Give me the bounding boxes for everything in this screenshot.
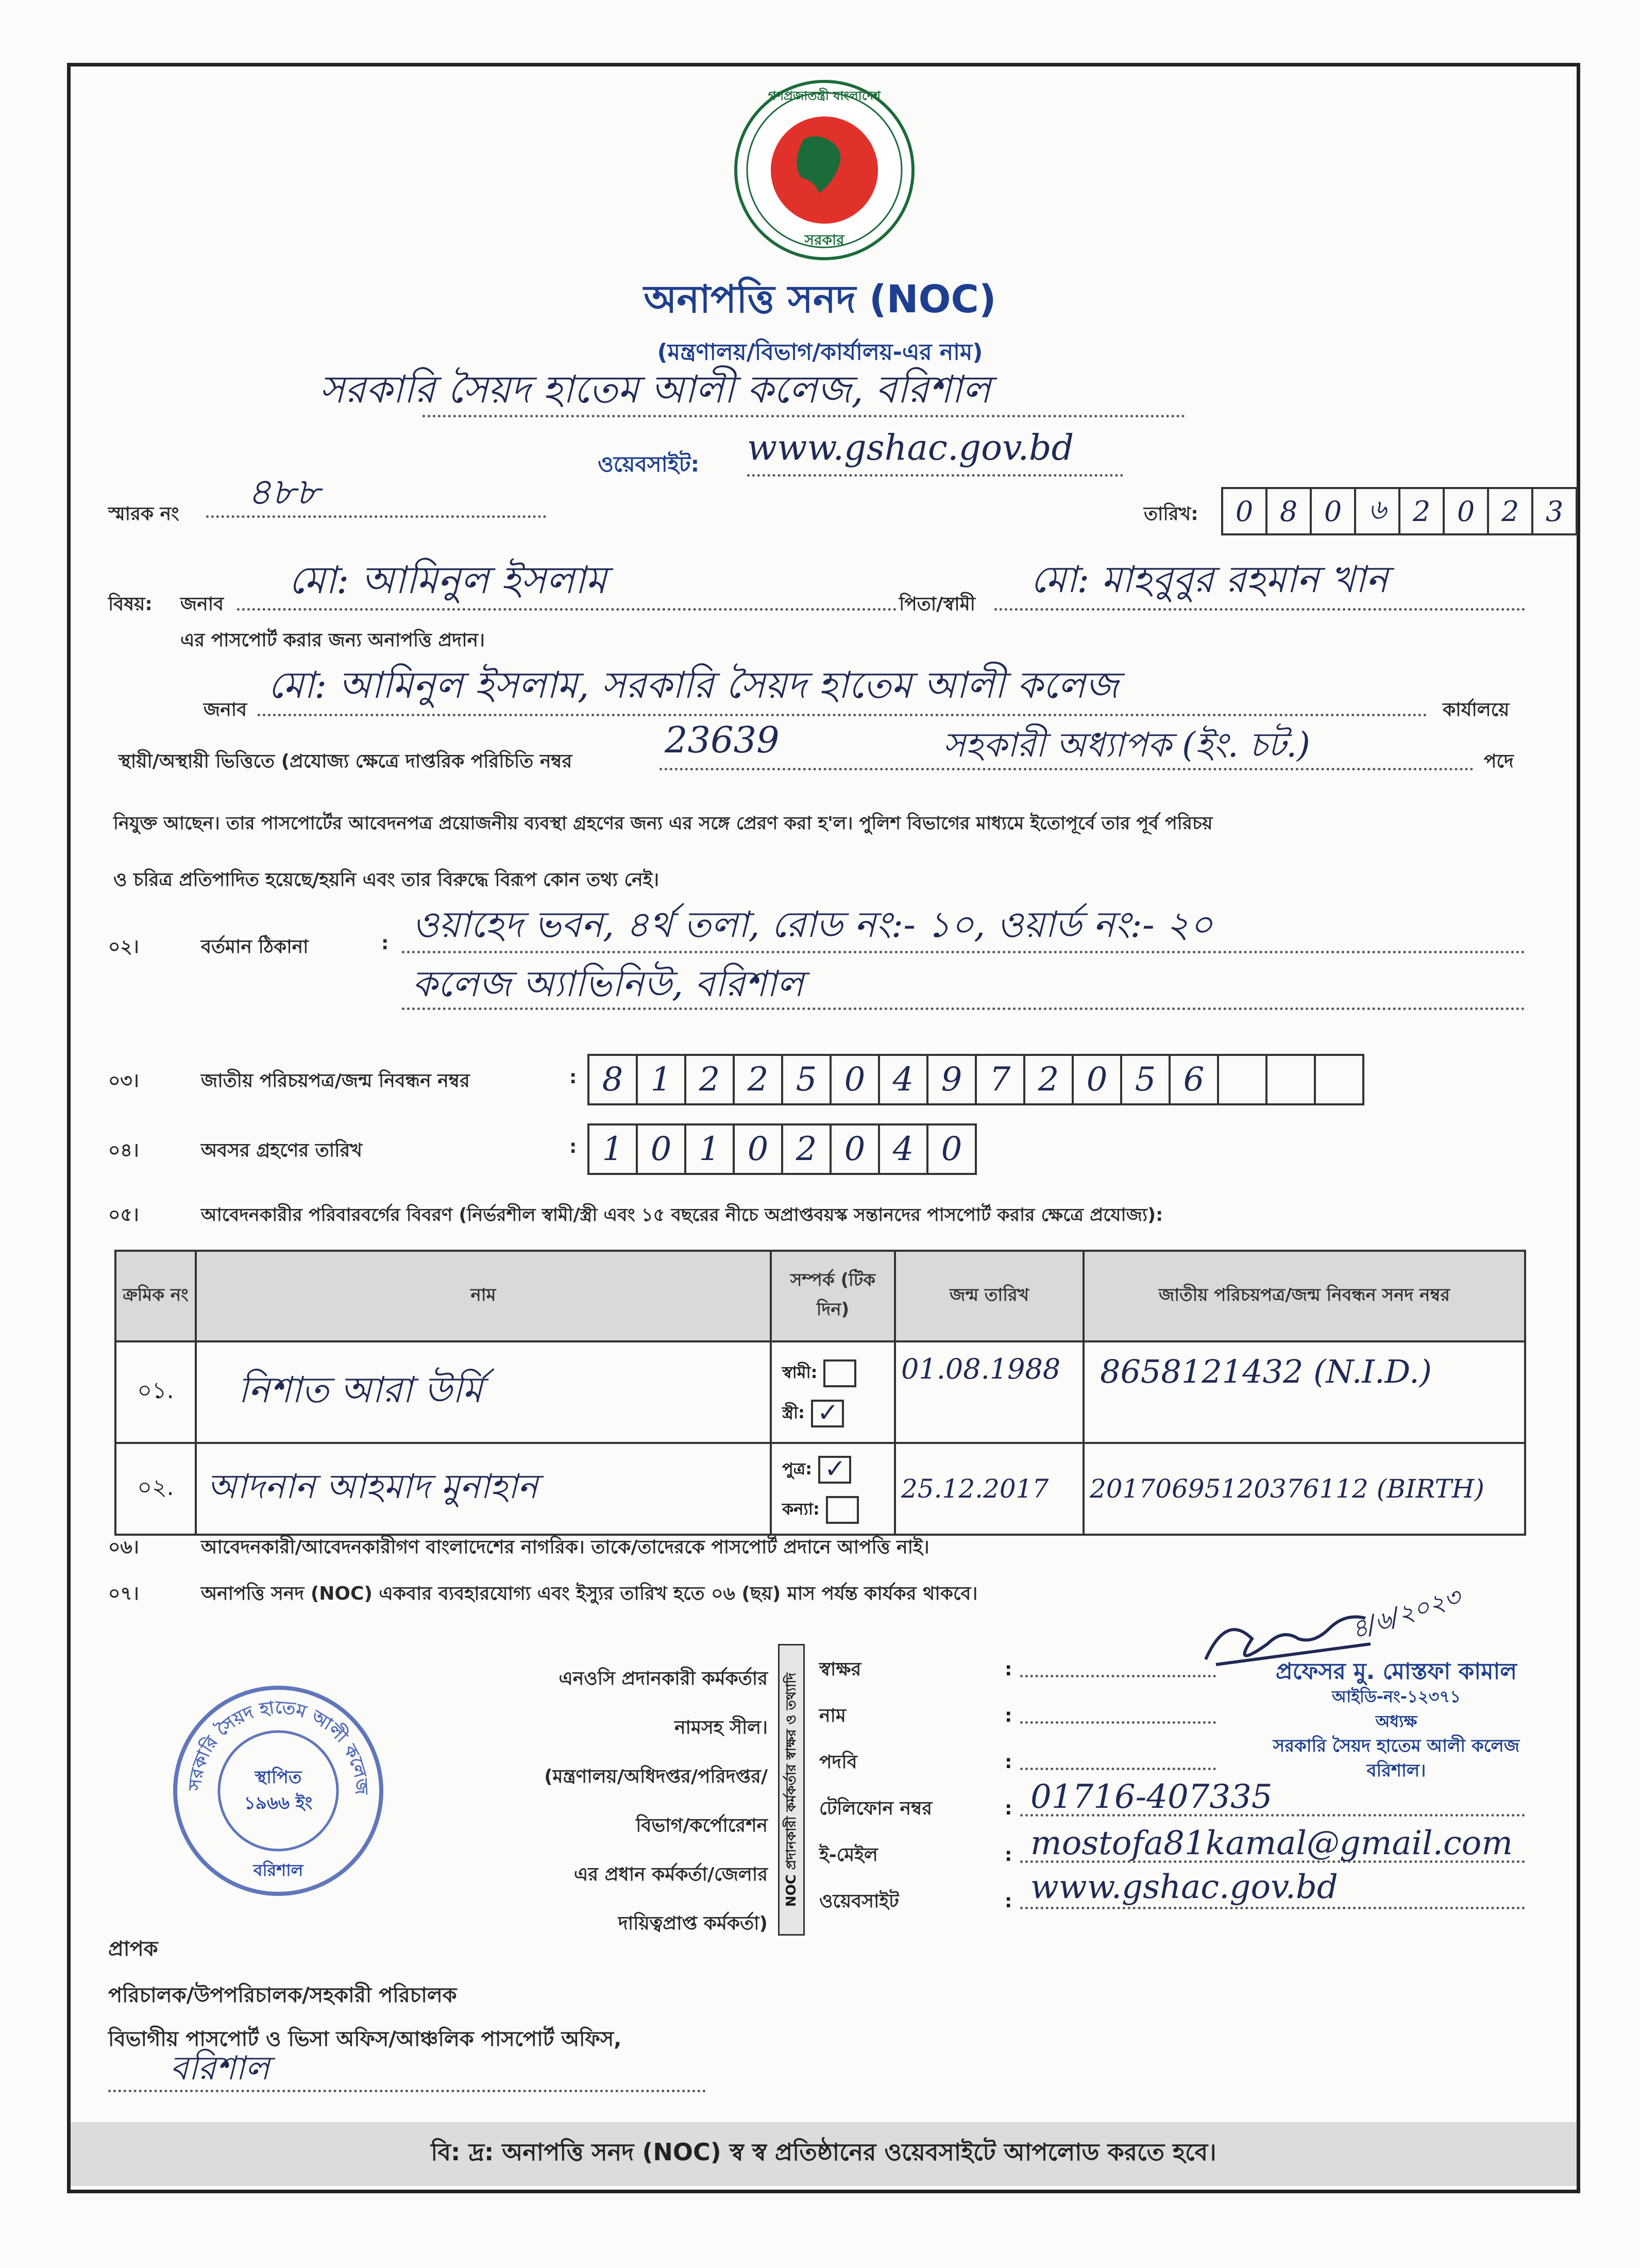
colon: : — [569, 1136, 577, 1157]
stamp-city: বরিশাল। — [1366, 1760, 1426, 1781]
official-stamp — [1231, 1659, 1561, 1783]
applicant-name: মো: আমিনুল ইসলাম — [289, 558, 607, 602]
recipient-city-line — [108, 2090, 706, 2092]
post-suffix: পদে — [1484, 751, 1514, 772]
recipient-city: বরিশাল — [170, 2049, 270, 2088]
row-serial: ০২. — [115, 1443, 196, 1535]
stamp-post: অধ্যক্ষ — [1375, 1711, 1417, 1731]
date-digit: 2 — [1398, 487, 1445, 535]
logo-text-top: গণপ্রজাতন্ত্রী বাংলাদেশ — [768, 89, 881, 103]
footer-note-text: বি: দ্র: অনাপত্তি সনদ (NOC) স্ব স্ব প্রতিষ্ঠানের ওয়েবসাইটে আপলোড করতে হবে। — [431, 2138, 1216, 2166]
date-label: তারিখ: — [1144, 503, 1198, 525]
row-id: 8658121432 (N.I.D.) — [1084, 1341, 1525, 1443]
note-06: আবেদনকারী/আবেদনকারীগণ বাংলাদেশের নাগরিক। তাকে/তাদেরকে পাসপোর্ট প্রদানে আপত্তি নাই। — [201, 1537, 929, 1558]
nid-digit — [1265, 1054, 1316, 1105]
table-row — [115, 1443, 1525, 1535]
field-label: নাম — [819, 1705, 846, 1726]
retire-digit: 1 — [587, 1123, 638, 1175]
field-label: পদবি — [819, 1752, 857, 1773]
nid-digit: 4 — [878, 1054, 928, 1105]
relation-checkbox-b[interactable] — [826, 1496, 859, 1524]
relation-label-b: কন্যা: — [782, 1499, 820, 1519]
date-boxes — [1221, 487, 1576, 535]
relation-label-a: স্বামী: — [782, 1362, 818, 1382]
table-row — [115, 1341, 1525, 1443]
seal-city: বরিশাল — [253, 1860, 303, 1880]
nid-digit: 8 — [587, 1054, 638, 1105]
office-name: সরকারি সৈয়দ হাতেম আলী কলেজ, বরিশাল — [319, 367, 991, 412]
father-name: মো: মাহবুবুর রহমান খান — [1030, 558, 1388, 601]
subject-line2: এর পাসপোর্ট করার জন্য অনাপত্তি প্রদান। — [180, 630, 485, 651]
website-label: ওয়েবসাইট: — [598, 451, 700, 477]
subject-janab: জনাব — [180, 594, 224, 615]
signatory-line: এনওসি প্রদানকারী কর্মকর্তার — [559, 1668, 768, 1689]
relation-checkbox-a[interactable] — [818, 1456, 851, 1484]
stamp-office: সরকারি সৈয়দ হাতেম আলী কলেজ — [1273, 1736, 1520, 1756]
item-number: ০৫। — [108, 1204, 139, 1225]
relation-label-a: পুত্র: — [782, 1459, 813, 1479]
email-value: mostofa81kamal@gmail.com — [1030, 1824, 1513, 1862]
retire-digit: 1 — [684, 1123, 735, 1175]
footer-note — [71, 2122, 1577, 2186]
website-field-line — [1020, 1907, 1525, 1909]
seal-year: ১৯৬৬ ইং — [244, 1793, 313, 1813]
item-number: ০২। — [108, 936, 139, 957]
signatory-line: (মন্ত্রণালয়/অধিদপ্তর/পরিদপ্তর/ — [544, 1766, 768, 1787]
government-logo — [726, 77, 922, 263]
signatory-left-text — [453, 1654, 768, 1948]
date-digit: ৬ — [1354, 487, 1400, 535]
stamp-name: প্রফেসর মু. মোস্তফা কামাল — [1275, 1658, 1517, 1685]
nid-digit: 9 — [926, 1054, 977, 1105]
family-table — [114, 1250, 1526, 1536]
nid-digit: 7 — [975, 1054, 1025, 1105]
office-suffix: কার্যালয়ে — [1443, 699, 1510, 720]
signatory-vertical-bar — [778, 1644, 805, 1936]
body-janab: জনাব — [204, 699, 247, 720]
office-name-line — [422, 415, 1185, 417]
item-number: ০৩। — [108, 1070, 139, 1091]
signatory-field-labels — [819, 1647, 932, 1925]
retire-digit: 0 — [733, 1123, 783, 1175]
ministry-label: (মন্ত্রণালয়/বিভাগ/কার্যালয়-এর নাম) — [657, 339, 983, 365]
address-label: বর্তমান ঠিকানা — [201, 936, 309, 957]
memo-line — [206, 515, 546, 518]
address-line-2: কলেজ অ্যাভিনিউ, বরিশাল — [412, 963, 804, 1005]
memo-number: ৪৮৮ — [247, 470, 320, 513]
seal-established: স্থাপিত — [255, 1767, 302, 1788]
signature-date: ৪/৬/২০২৩ — [1347, 1582, 1464, 1645]
nid-digit: 0 — [830, 1054, 880, 1105]
retire-digit: 4 — [878, 1123, 928, 1175]
field-label: ই-মেইল — [819, 1844, 878, 1866]
nid-digit: 2 — [684, 1054, 735, 1105]
website-line — [747, 474, 1123, 477]
recipient-label: প্রাপক — [108, 1937, 158, 1961]
nid-digit: 5 — [1120, 1054, 1171, 1105]
signatory-line: বিভাগ/কর্পোরেশন — [636, 1815, 768, 1836]
retire-digit: 2 — [781, 1123, 832, 1175]
nid-digit: 6 — [1169, 1054, 1219, 1105]
date-digit: 0 — [1221, 487, 1267, 535]
field-label: স্বাক্ষর — [819, 1659, 861, 1680]
nid-digit — [1217, 1054, 1267, 1105]
retire-digit: 0 — [636, 1123, 686, 1175]
subject-label: বিষয়: — [108, 594, 153, 615]
stamp-id: আইডি-নং-১২৩৭১ — [1331, 1687, 1461, 1706]
row-relation — [771, 1341, 895, 1443]
signatory-colons: : : : : : : — [1005, 1659, 1012, 1912]
date-digit: 8 — [1265, 487, 1312, 535]
signatory-line: দায়িত্বপ্রাপ্ত কর্মকর্তা) — [618, 1913, 768, 1934]
body-line-b: নিযুক্ত আছেন। তার পাসপোর্টের আবেদনপত্র প্রয়োজনীয় ব্যবস্থা গ্রহণের জন্য এর সঙ্গে প্রেরণ করা হ'ল। পুলিশ বিভাগের মাধ্যমে ইতোপূর্বে তার পূর্ব পরিচয় — [113, 813, 1213, 834]
applicant-name-line — [237, 608, 897, 611]
table-header-row — [115, 1251, 1525, 1341]
body-name-office: মো: আমিনুল ইসলাম, সরকারি সৈয়দ হাতেম আলী কলেজ — [268, 663, 1119, 707]
family-label: আবেদনকারীর পরিবারবর্গের বিবরণ (নির্ভরশীল স্বামী/স্ত্রী এবং ১৫ বছরের নীচে অপ্রাপ্তবয়স্ক সন্তানদের পাসপোর্ট করার ক্ষেত্রে প্রযোজ্য): — [201, 1205, 1163, 1225]
body-name-line — [258, 714, 1427, 716]
nid-label: জাতীয় পরিচয়পত্র/জন্ম নিবন্ধন নম্বর — [201, 1070, 470, 1091]
body-line-a: স্থায়ী/অস্থায়ী ভিত্তিতে (প্রযোজ্য ক্ষেত্রে দাপ্তরিক পরিচিতি নম্বর — [119, 751, 572, 772]
note-number: ০৭। — [108, 1583, 139, 1604]
retire-boxes — [587, 1123, 975, 1175]
logo-text-bottom: সরকার — [804, 231, 844, 248]
nid-digit: 2 — [1023, 1054, 1074, 1105]
retire-digit: 0 — [926, 1123, 977, 1175]
date-digit: 3 — [1531, 487, 1578, 535]
nid-digit — [1314, 1054, 1364, 1105]
designation-field-line — [1020, 1768, 1216, 1770]
col-dob: জন্ম তারিখ — [895, 1251, 1084, 1341]
row-dob: 01.08.1988 — [895, 1341, 1084, 1443]
nid-digit: 5 — [781, 1054, 832, 1105]
signature-line — [1020, 1675, 1216, 1677]
col-id: জাতীয় পরিচয়পত্র/জন্ম নিবন্ধন সনদ নম্বর — [1084, 1251, 1525, 1341]
note-number: ০৬। — [108, 1537, 139, 1558]
colon: : — [381, 933, 389, 954]
college-round-seal — [165, 1677, 392, 1904]
father-name-line — [994, 608, 1525, 611]
note-07: অনাপত্তি সনদ (NOC) একবার ব্যবহারযোগ্য এবং ইস্যুর তারিখ হতে ০৬ (ছয়) মাস পর্যন্ত কার্যকর থাকবে। — [201, 1583, 978, 1604]
document-title: অনাপত্তি সনদ (NOC) — [644, 277, 996, 322]
col-relation: সম্পর্ক (টিক দিন) — [771, 1251, 895, 1341]
memo-label: স্মারক নং — [108, 503, 179, 525]
official-id-number: 23639 — [665, 719, 780, 761]
field-label: ওয়েবসাইট — [819, 1891, 899, 1912]
nid-digit: 0 — [1072, 1054, 1122, 1105]
relation-checkbox-b[interactable] — [811, 1400, 844, 1427]
row-dob: 25.12.2017 — [895, 1443, 1084, 1535]
website-value: www.gshac.gov.bd — [747, 428, 1074, 468]
retire-label: অবসর গ্রহণের তারিখ — [201, 1140, 362, 1161]
signatory-vertical-text: NOC প্রদানকারী কর্মকর্তার স্বাক্ষর ও তথ্যাদি — [784, 1672, 799, 1907]
date-digit: 0 — [1443, 487, 1489, 535]
nid-boxes — [587, 1054, 1362, 1105]
recipient-line-1: পরিচালক/উপপরিচালক/সহকারী পরিচালক — [108, 1984, 457, 2007]
address-line-1-rule — [402, 951, 1525, 953]
designation-line — [660, 768, 1474, 770]
signatory-line: এর প্রধান কর্মকর্তা/জেলার — [573, 1864, 768, 1885]
nid-digit: 1 — [636, 1054, 686, 1105]
address-line-2-rule — [402, 1007, 1525, 1010]
col-name: নাম — [196, 1251, 771, 1341]
date-digit: 0 — [1310, 487, 1356, 535]
row-name: আদনান আহমাদ মুনাহান — [196, 1443, 771, 1535]
phone-value: 01716-407335 — [1030, 1778, 1273, 1816]
col-serial: ক্রমিক নং — [115, 1251, 196, 1341]
row-relation — [771, 1443, 895, 1535]
name-line — [1020, 1721, 1216, 1724]
row-serial: ০১. — [115, 1341, 196, 1443]
designation: সহকারী অধ্যাপক (ইং. চট.) — [943, 725, 1310, 765]
address-line-1: ওয়াহেদ ভবন, ৪র্থ তলা, রোড নং:- ১০, ওয়ার্ড নং:- ২০ — [412, 903, 1213, 946]
colon: : — [569, 1067, 577, 1088]
father-label: পিতা/স্বামী — [899, 594, 975, 615]
signatory-line: নামসহ সীল। — [674, 1717, 768, 1738]
field-label: টেলিফোন নম্বর — [819, 1798, 933, 1819]
seal-ring-text: সরকারি সৈয়দ হাতেম আলী কলেজ — [184, 1696, 372, 1795]
row-name: নিশাত আরা উর্মি — [196, 1341, 771, 1443]
body-line-c: ও চরিত্র প্রতিপাদিত হয়েছে/হয়নি এবং তার বিরুদ্ধে বিরূপ কোন তথ্য নেই। — [113, 869, 660, 891]
website-field-value: www.gshac.gov.bd — [1030, 1868, 1338, 1906]
retire-digit: 0 — [830, 1123, 880, 1175]
row-id: 20170695120376112 (BIRTH) — [1084, 1443, 1525, 1535]
item-number: ০৪। — [108, 1140, 139, 1161]
recipient-line-2: বিভাগীয় পাসপোর্ট ও ভিসা অফিস/আঞ্চলিক পাসপোর্ট অফিস, — [108, 2027, 622, 2051]
date-digit: 2 — [1487, 487, 1533, 535]
nid-digit: 2 — [733, 1054, 783, 1105]
relation-checkbox-a[interactable] — [823, 1359, 856, 1387]
relation-label-b: স্ত্রী: — [782, 1402, 805, 1422]
